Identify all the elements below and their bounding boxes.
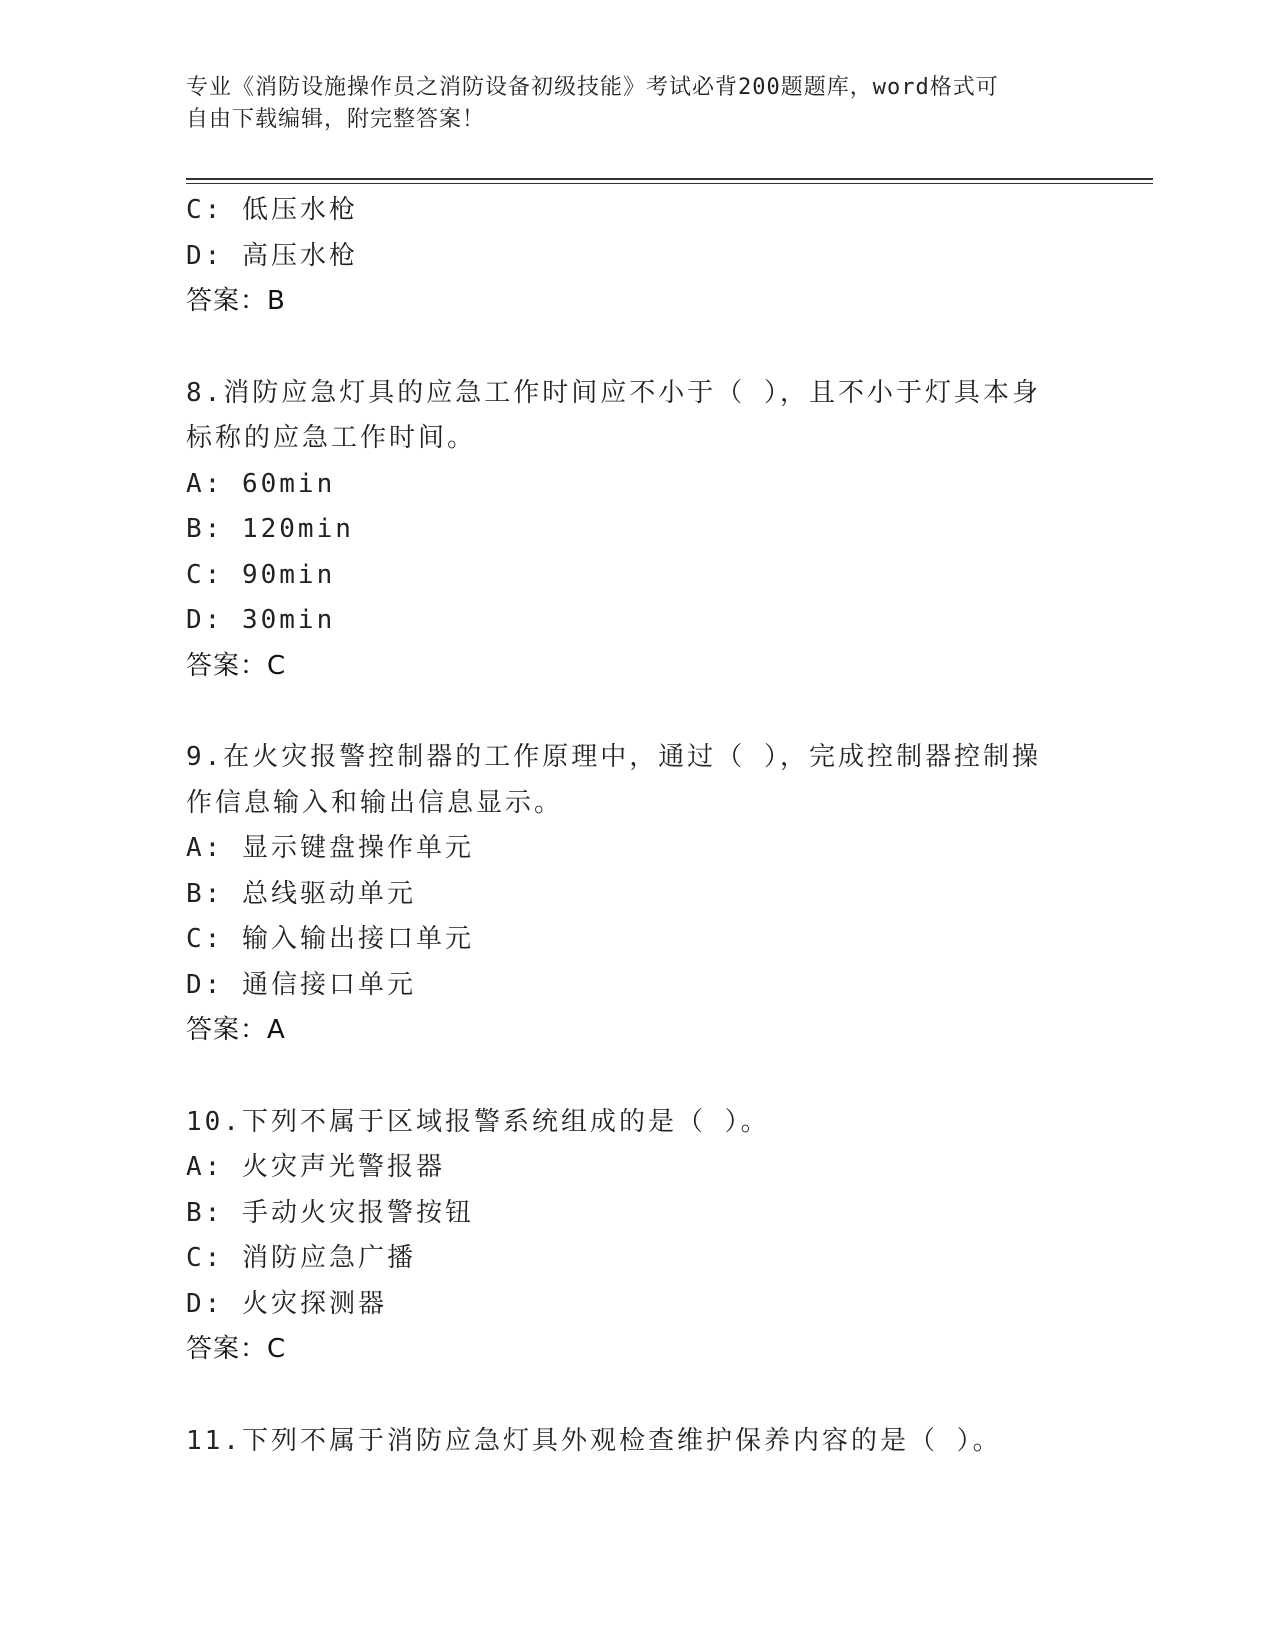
question-stem: 11.下列不属于消防应急灯具外观检查维护保养内容的是（ ）。 — [186, 1425, 1002, 1456]
option-b: B: 120min — [186, 514, 354, 544]
option-d: D: 30min — [186, 605, 336, 635]
document-header — [186, 72, 1066, 136]
option-d: D: 高压水枪 — [186, 240, 358, 271]
answer-line: 答案：C — [186, 1334, 287, 1364]
option-b: B: 手动火灾报警按钮 — [186, 1197, 474, 1228]
question-stem-line-2: 标称的应急工作时间。 — [186, 423, 477, 453]
option-a: A: 显示键盘操作单元 — [186, 833, 474, 863]
option-c: C: 消防应急广播 — [186, 1243, 416, 1273]
option-c: C: 输入输出接口单元 — [186, 924, 474, 954]
header-divider — [186, 178, 1153, 184]
spacer — [186, 1054, 1066, 1100]
option-c: C: 90min — [186, 559, 336, 590]
option-a: A: 60min — [186, 468, 336, 499]
question-block-9 — [186, 735, 1066, 1054]
option-b: B: 总线驱动单元 — [186, 878, 416, 909]
question-block-prev — [186, 188, 1066, 325]
answer-line: 答案：B — [186, 286, 286, 316]
question-block-8 — [186, 371, 1066, 690]
spacer — [186, 325, 1066, 371]
question-stem-line-1: 8.消防应急灯具的应急工作时间应不小于（ ），且不小于灯具本身 — [186, 377, 1041, 408]
question-stem-line-2: 作信息输入和输出信息显示。 — [186, 787, 564, 818]
option-d: D: 通信接口单元 — [186, 969, 416, 1000]
option-c: C: 低压水枪 — [186, 195, 358, 225]
question-block-11 — [186, 1419, 1066, 1465]
question-stem-line-1: 9.在火灾报警控制器的工作原理中，通过（ ），完成控制器控制操 — [186, 742, 1041, 772]
spacer — [186, 689, 1066, 735]
spacer — [186, 1373, 1066, 1419]
question-stem: 10.下列不属于区域报警系统组成的是（ ）。 — [186, 1106, 770, 1137]
header-title-line-1: 专业《消防设施操作员之消防设备初级技能》考试必背200题题库，word格式可 — [186, 75, 999, 100]
answer-line: 答案：C — [186, 650, 287, 681]
option-d: D: 火灾探测器 — [186, 1288, 387, 1319]
option-a: A: 火灾声光警报器 — [186, 1152, 445, 1182]
question-block-10 — [186, 1100, 1066, 1373]
header-title-line-2: 自由下载编辑，附完整答案！ — [186, 107, 486, 132]
answer-line: 答案：A — [186, 1015, 286, 1045]
question-list — [186, 188, 1066, 1464]
